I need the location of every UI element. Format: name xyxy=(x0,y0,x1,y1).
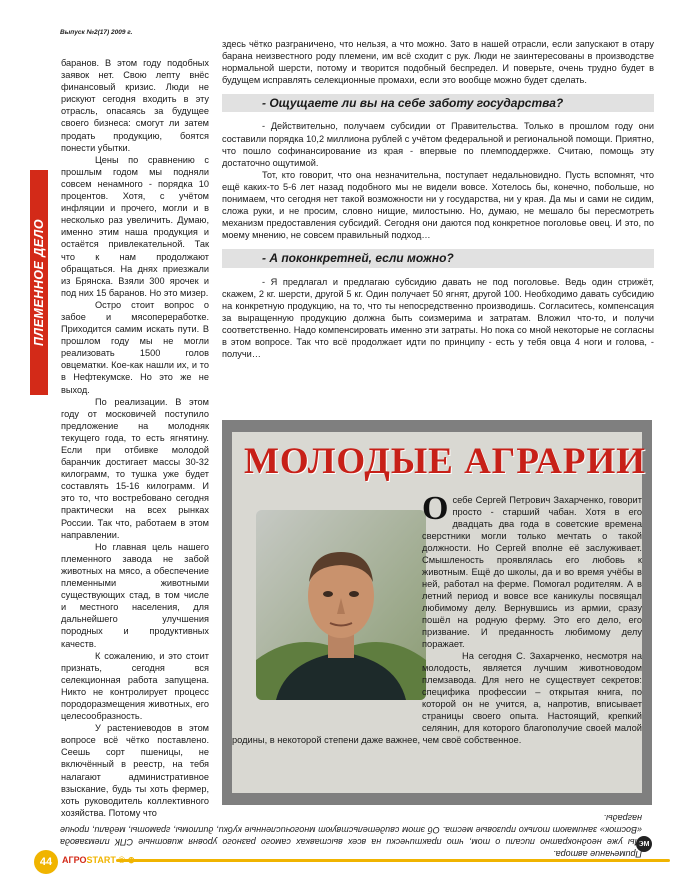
young-farmers-box xyxy=(222,420,652,805)
photo-spacer xyxy=(232,494,422,734)
paragraph: У растениеводов в этом вопросе всё чётко поставлено. Сеешь сорт пшеницы, не включённый в реестр, на тебя налагают административное взыскание, будь ты хоть фермер, хоть руководитель коллективного хозяйства. Потому что xyxy=(61,723,209,818)
column-right xyxy=(222,38,654,360)
paragraph: По реализации. В этом году от московичей поступило предложение на молодняк текущего года, то есть ягнятину. Если при отбивке молодой баранчик достигает массы 30-32 килограмм, то тушка уже будет составлять 15-16 килограмм. И это то, что востребовано сегодня практически на всех рынках России. Так что, работаем в этом направлении. xyxy=(61,396,209,540)
paragraph: - Действительно, получаем субсидии от Правительства. Только в прошлом году они составили порядка 10,2 миллиона рублей с учётом федеральной и региональной помощи. Приятно, что пошло софинансирование из края - впервые по племподдержке. Считаю, помощь эту достаточно ощутимой. xyxy=(222,121,654,168)
section-title: ПЛЕМЕННОЕ ДЕЛО xyxy=(32,218,46,347)
paragraph: Остро стоит вопрос о забое и мясопереработке. Приходится самим искать пути. В прошлом году мы не могли реализовать 1500 голов овцематки. Кое-как нашли их, и то в Нефтекумске. Но это же не выход. xyxy=(61,299,209,395)
question-heading xyxy=(222,94,654,112)
paragraph: Цены по сравнению с прошлым годом мы подняли совсем ненамного - порядка 10 процентов. Хотя, с учётом инфляции и прочего, могли и в несколько раз увеличить. Думаю, именно этим наша продукция и остаётся привлекательной. Так что к нам продолжают обращаться. На днях приезжали из Брянска. Взяли 300 ярочек и под них 15 баранов. Но это мизер. xyxy=(61,154,209,298)
magazine-mark-icon: ЭМ xyxy=(636,836,652,852)
young-farmers-title: МОЛОДЫЕ АГРАРИИ xyxy=(244,441,647,482)
brand-part-start: START xyxy=(86,855,116,865)
page-footer xyxy=(30,848,670,872)
paragraph: На сегодня С. Захарченко, несмотря на молодость, является лучшим животноводом племзавода. Для него не существует секретов: специфика профессии – открытая книга, по которой он не учится, а, напротив, вписывает страницы своего опыта. Настоящий, крепкий селянин, для которого благополучие своей малой родины, в некоторой степени даже важнее, чем своё собственное. xyxy=(232,651,642,745)
young-farmers-text xyxy=(232,490,642,746)
note-text: Мы уже неоднократно писали о том, что практически на всех выставках самого разного уровня животные СПК племзавода «Восток» занимают только призовые места. Об этом свидетельствуют многочисленные кубки, дипломы, грамоты, медали, прочие награды. xyxy=(60,813,642,847)
brand-part-agro: АГРО xyxy=(62,855,87,865)
paragraph: баранов. В этом году подобных заявок нет. Свою лепту внёс финансовый кризис. Люди не рискуют сегодня входить в эту отрасль, опасаясь за будущее своего бизнеса: смогут ли затем продать продукцию, боятся понести убытки. xyxy=(61,58,209,153)
paragraph: здесь чётко разграничено, что нельзя, а что можно. Зато в нашей отрасли, если запускают в отару барана неизвестного роду племени, им всё сходит с рук. Люди не заинтересованы в производстве нормальной шерсти, потому и творится подобный беспредел. И поверьте, очень трудно будет в будущем исправлять селекционные промахи, если это вообще можно будет сделать. xyxy=(222,39,654,86)
page-number: 44 xyxy=(34,850,58,874)
paragraph: себе Сергей Петрович Захарченко, говорит просто - старший чабан. Хотя в его двадцать два года в советские времена сверстники могли только мечтать о такой должности. Но Сергей вполне её заслуживает. Смышленость проявлялась его любовь к животным. Ещё до школы, да и во время учёбы в ней, работал на ферме. Помогал родителям. А в летний период и вовсе все каникулы посвящал любимому делу. Вернувшись из армии, сразу пошёл на родную ферму. Это его дело, его призвание. И преданность любимому делу поражает. xyxy=(422,495,642,649)
note-title: Примечание автора. xyxy=(553,849,642,859)
issue-label: Выпуск №2(17) 2009 г. xyxy=(60,29,133,36)
dropcap: О xyxy=(422,490,449,527)
paragraph: К сожалению, и это стоит признать, сегодня вся селекционная работа запущена. Никто не контролирует процесс породоразмещения животных, его целесообразность. xyxy=(61,650,209,722)
column-left xyxy=(61,57,209,819)
question-text: - Ощущаете ли вы на себе заботу государства? xyxy=(262,96,564,111)
question-heading xyxy=(222,249,654,267)
footer-swoosh xyxy=(116,859,670,862)
section-sidebar xyxy=(0,0,46,896)
paragraph: Тот, кто говорит, что она незначительна, поступает недальновидно. Пусть вспомнят, что ещё каких-то 5-6 лет назад подобного мы не видели вовсе. Хотелось бы, конечно, побольше, но понимаем, что сегодня нет такой возможности ни у государства, ни у края. Да мы и сами не сидим, сложа руки, и не просим, словно нищие, милостыню. Но, думаю, не мешало бы пересмотреть механизм предоставления субсидий. Сегодня они даются под конкретное поголовье овец. И это, по моему мнению, не совсем правильный подход… xyxy=(222,169,654,241)
young-farmers-panel xyxy=(232,432,647,793)
question-text: - А поконкретней, если можно? xyxy=(262,251,454,266)
paragraph: Но главная цель нашего племенного завода не забой животных на мясо, а обеспечение племенными животными существующих стад, в том числе и местного населения, для дальнейшего улучшения породных и продуктивных качеств. xyxy=(61,541,209,649)
paragraph: - Я предлагал и предлагаю субсидию давать не под поголовье. Ведь один стрижёт, скажем, 2 кг. шерсти, другой 5 кг. Один получает 50 ягнят, другой 100. Необходимо давать субсидию на конкретную продукцию, на то, что ты непосредственно производишь. Согласитесь, компенсация за выращенную продукцию должна быть соизмерима и затратам. Вложил что-то, и получи соответственно. Надо компенсировать именно эти затраты. Но пока со мной некоторые не согласны в этом вопросе. Так что всё продолжает идти по принципу - есть у тебя овца 4 ноги и голова, - получи… xyxy=(222,276,654,360)
